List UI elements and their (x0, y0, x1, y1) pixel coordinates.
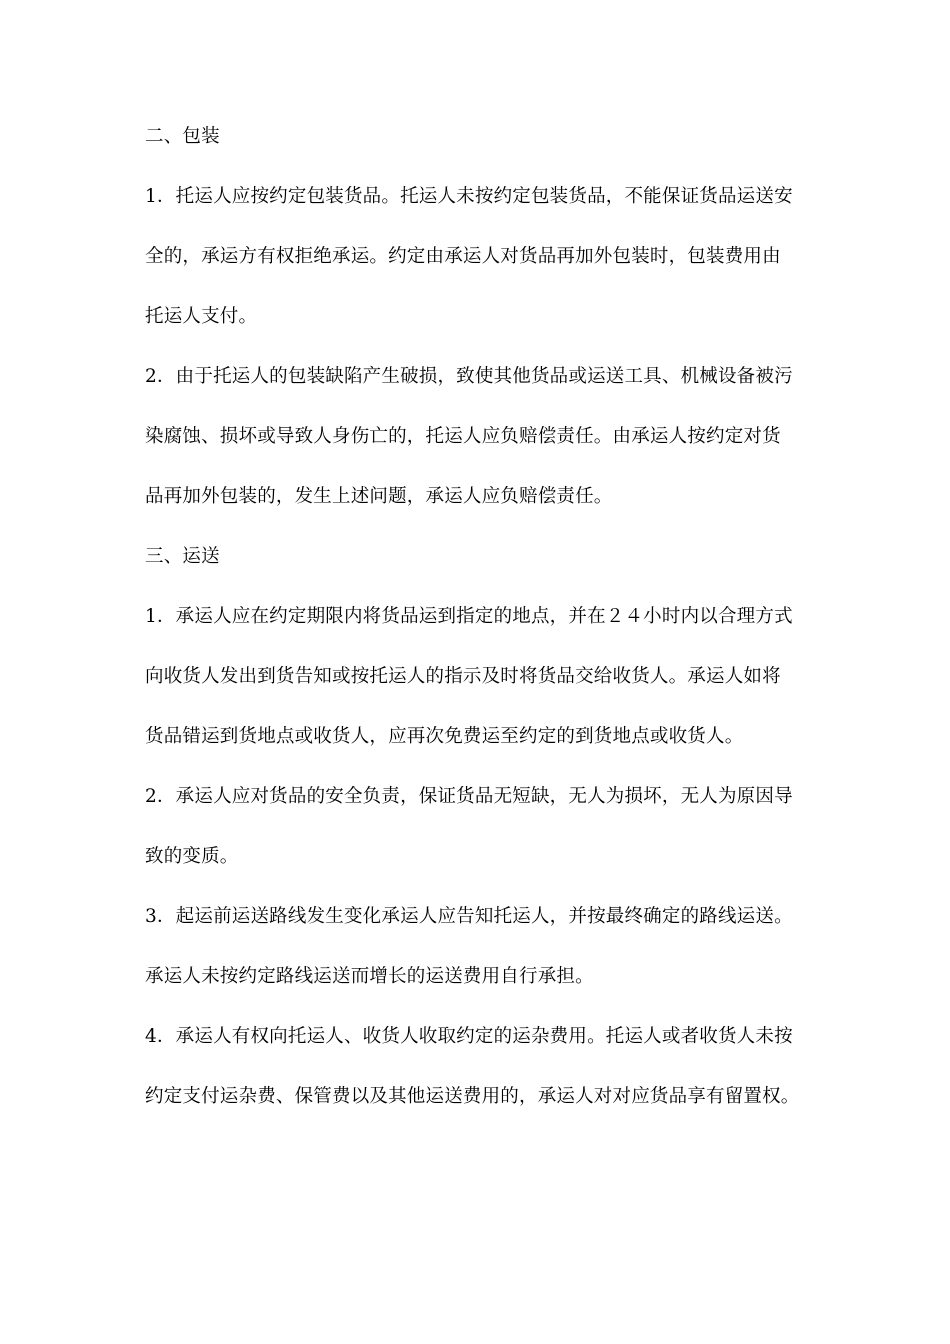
paragraph-line: 1．承运人应在约定期限内将货品运到指定的地点，并在２４小时内以合理方式 (145, 606, 793, 627)
paragraph-line: 4．承运人有权向托运人、收货人收取约定的运杂费用。托运人或者收货人未按 (145, 1026, 793, 1047)
paragraph-line: 托运人支付。 (145, 306, 258, 327)
paragraph-line: 1．托运人应按约定包装货品。托运人未按约定包装货品，不能保证货品运送安 (145, 186, 793, 207)
paragraph-line: 致的变质。 (145, 846, 239, 867)
paragraph-line: 承运人未按约定路线运送而增长的运送费用自行承担。 (145, 966, 594, 987)
paragraph-line: 品再加外包装的，发生上述问题，承运人应负赔偿责任。 (145, 486, 613, 507)
paragraph-line: 2．由于托运人的包装缺陷产生破损，致使其他货品或运送工具、机械设备被污 (145, 366, 793, 387)
paragraph-line: 2．承运人应对货品的安全负责，保证货品无短缺，无人为损坏，无人为原因导 (145, 786, 793, 807)
paragraph-line: 染腐蚀、损坏或导致人身伤亡的，托运人应负赔偿责任。由承运人按约定对货 (145, 426, 781, 447)
section-heading-transport: 三、运送 (145, 546, 220, 567)
paragraph-line: 全的，承运方有权拒绝承运。约定由承运人对货品再加外包装时，包装费用由 (145, 246, 781, 267)
paragraph-line: 3．起运前运送路线发生变化承运人应告知托运人，并按最终确定的路线运送。 (145, 906, 793, 927)
paragraph-line: 约定支付运杂费、保管费以及其他运送费用的，承运人对对应货品享有留置权。 (145, 1086, 800, 1107)
paragraph-line: 货品错运到货地点或收货人，应再次免费运至约定的到货地点或收货人。 (145, 726, 744, 747)
section-heading-packaging: 二、包装 (145, 126, 220, 147)
paragraph-line: 向收货人发出到货告知或按托运人的指示及时将货品交给收货人。承运人如将 (145, 666, 781, 687)
